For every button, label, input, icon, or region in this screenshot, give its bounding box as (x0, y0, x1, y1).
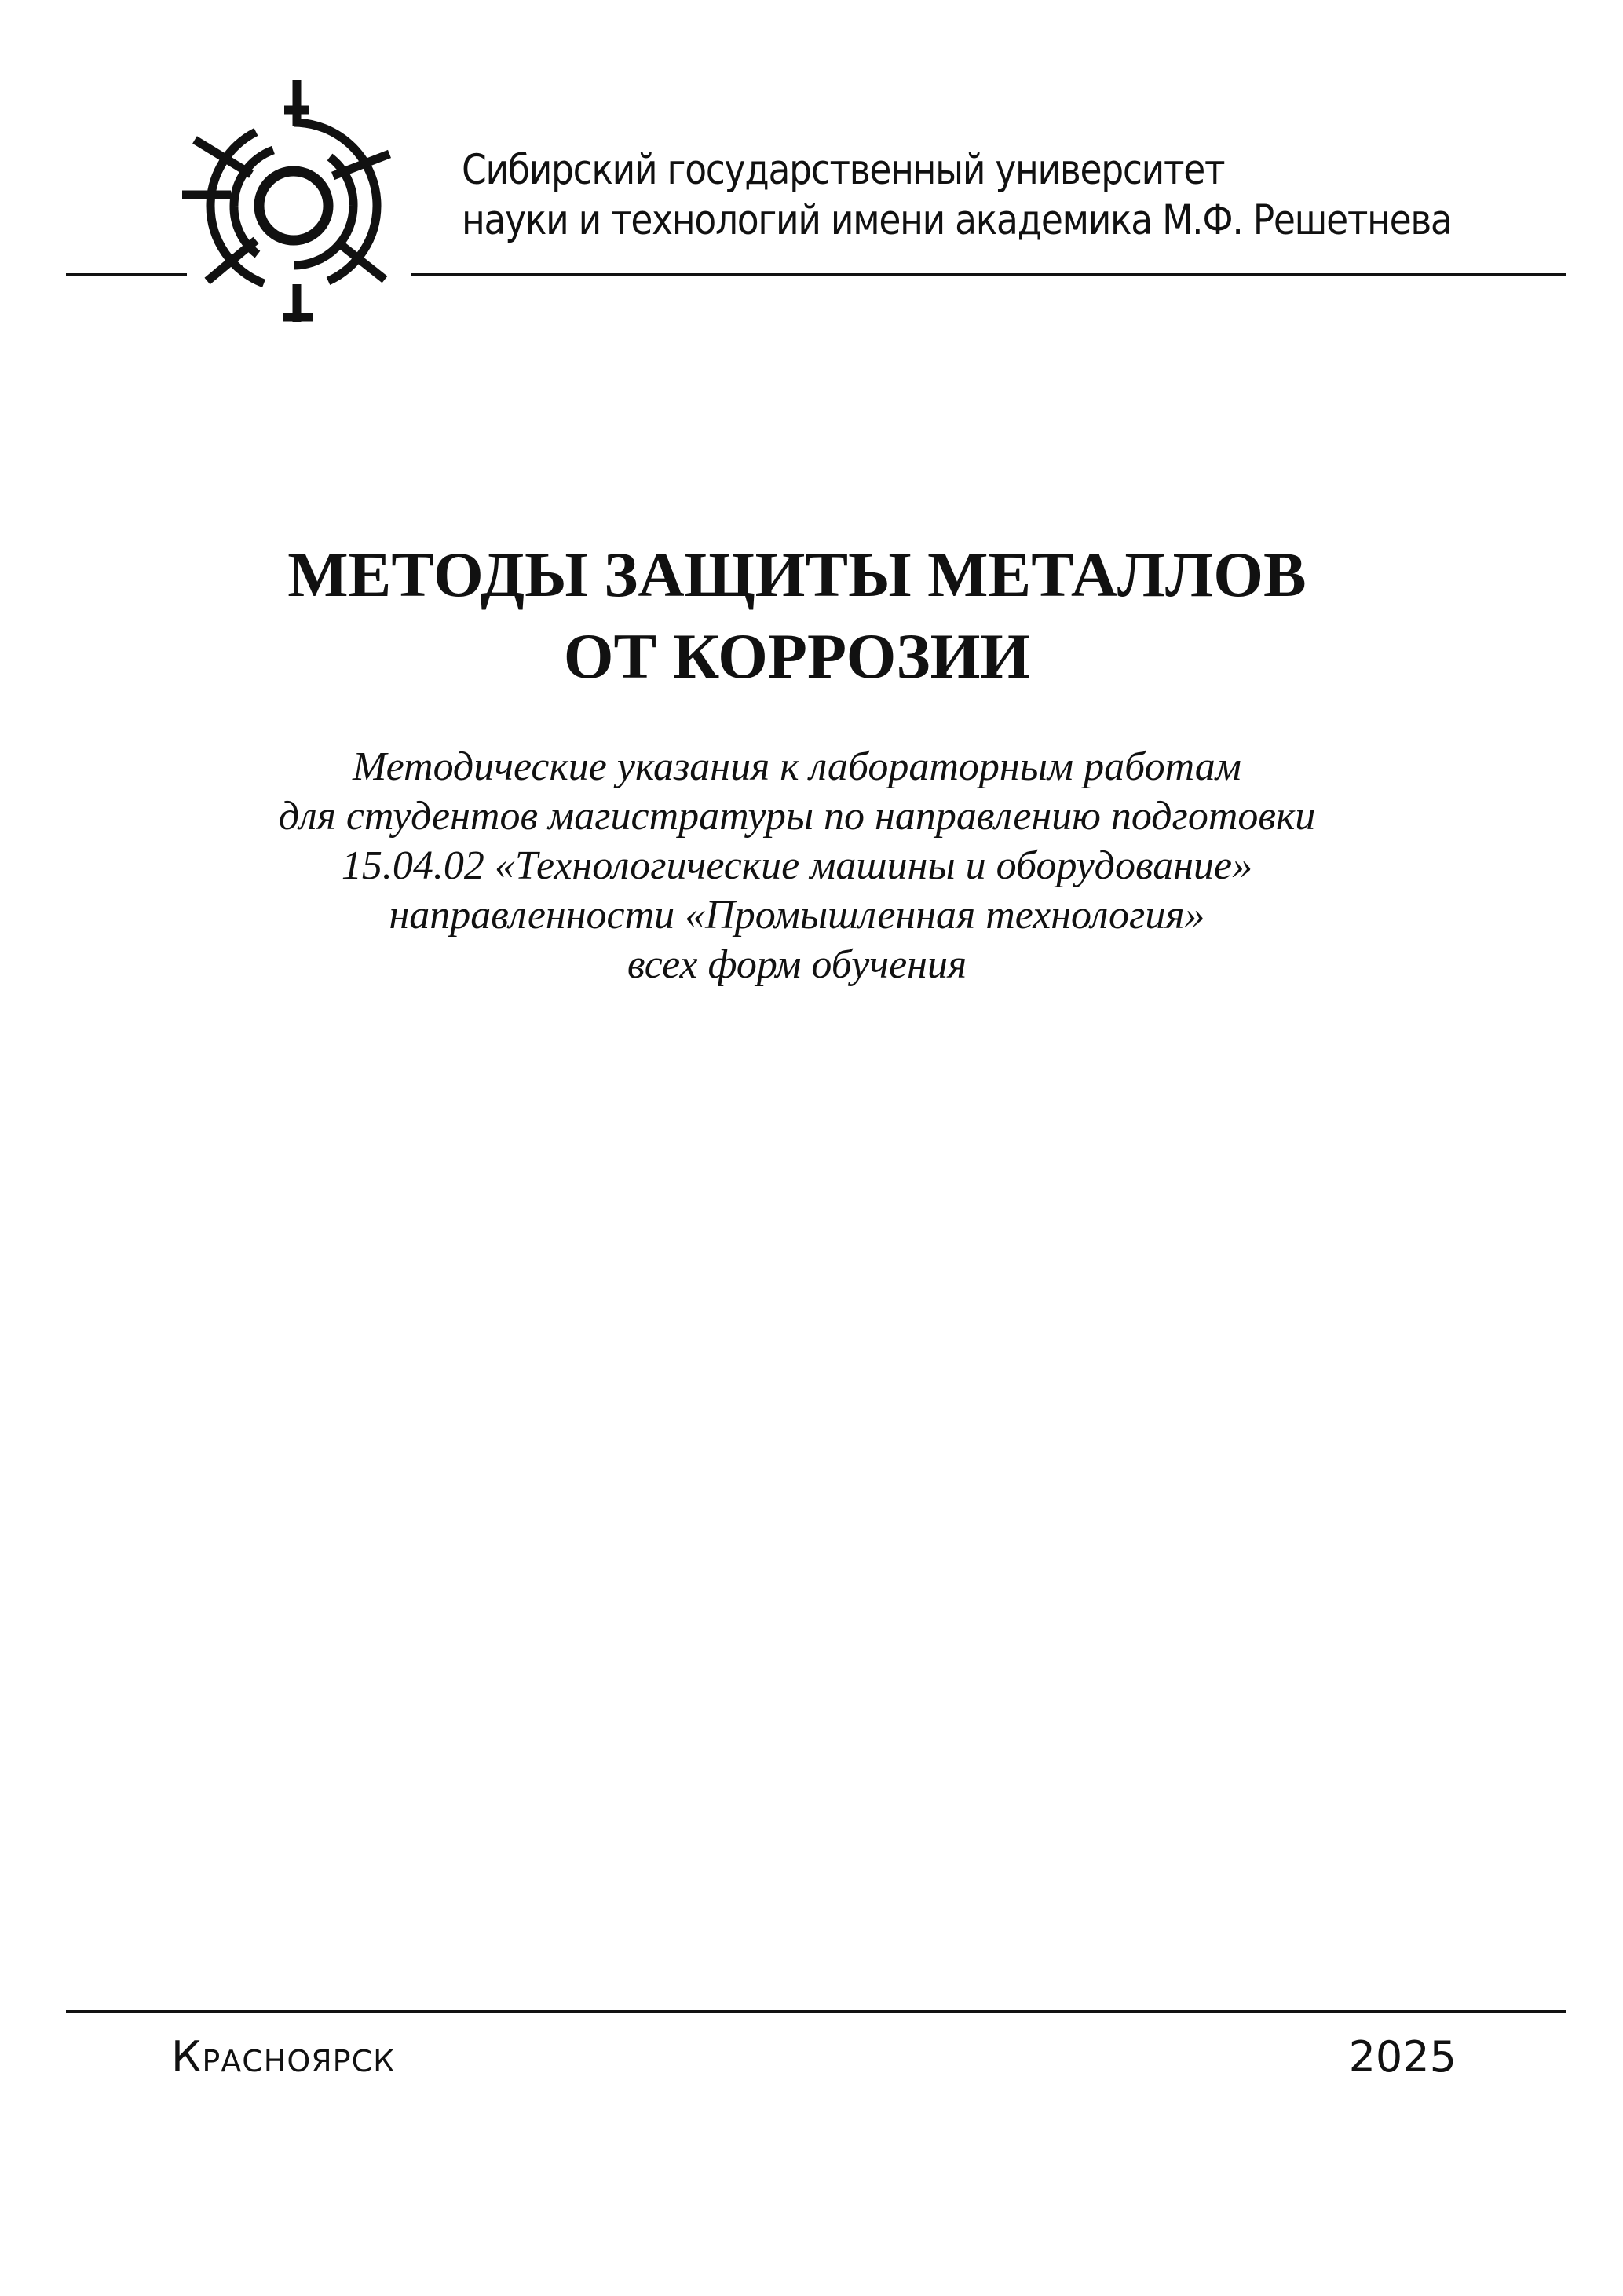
organization-name (462, 145, 1452, 246)
organization-line-2: науки и технологий имени академика М.Ф. Решетнева (462, 196, 1452, 244)
publication-city: Красноярск (171, 2032, 396, 2082)
footer-rule (66, 2010, 1566, 2013)
header-rule-left (66, 273, 187, 276)
subtitle-line: Методические указания к лабораторным работам (353, 744, 1241, 789)
university-emblem-icon (179, 79, 399, 324)
publication-year: 2025 (1348, 2032, 1457, 2082)
subtitle-line: направленности «Промышленная технология» (389, 893, 1205, 938)
subtitle-line: всех форм обучения (627, 942, 967, 987)
title-line-2: ОТ КОРРОЗИИ (563, 620, 1031, 692)
subtitle-line: для студентов магистратуры по направлению подготовки (278, 794, 1316, 839)
document-title (0, 534, 1594, 697)
title-line-1: МЕТОДЫ ЗАЩИТЫ МЕТАЛЛОВ (287, 539, 1307, 610)
document-subtitle (0, 742, 1594, 989)
organization-line-1: Сибирский государственный университет (462, 146, 1225, 194)
subtitle-line: 15.04.02 «Технологические машины и оборудование» (341, 843, 1253, 888)
header-rule-right (411, 273, 1566, 276)
